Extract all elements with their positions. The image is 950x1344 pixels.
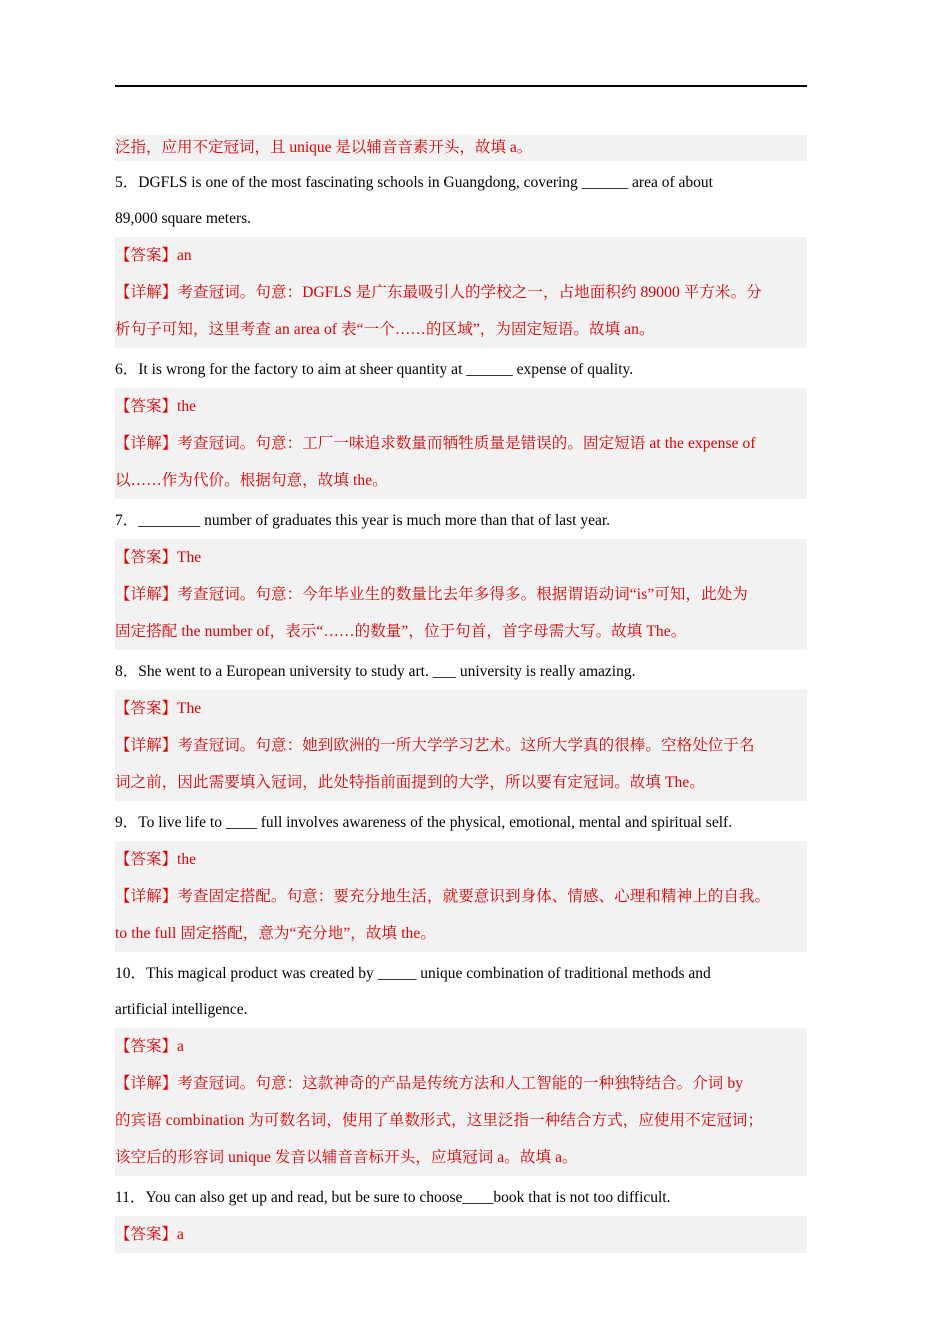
detail-tag: 【详解】 [115,1075,178,1092]
answer-box [115,690,807,801]
answer-box [115,388,807,499]
detail-line [115,274,807,311]
answer-tag: 【答案】 [115,1226,178,1243]
answer-value: the [177,398,196,415]
answer-line [115,237,807,274]
answer-line [115,690,807,727]
detail-line [115,576,807,613]
question-text [115,352,807,388]
detail-text: 的宾语 combination 为可数名词，使用了单数形式，这里泛指一种结合方式，应使用不定冠词； [115,1112,764,1129]
answer-tag: 【答案】 [115,851,178,868]
answer-tag: 【答案】 [115,1038,178,1055]
answer-box [115,237,807,348]
detail-text: 考查冠词。句意：这款神奇的产品是传统方法和人工智能的一种独特结合。介词 by [177,1075,744,1092]
question-number: 10． [115,965,147,982]
question-line: She went to a European university to study art. ___ university is really amazing. [138,663,636,680]
question-line: artificial intelligence. [115,1001,248,1018]
detail-text: 析句子可知，这里考查 an area of 表“一个……的区域”，为固定短语。故填 an。 [115,321,655,338]
explanation-line: 泛指，应用不定冠词，且 unique 是以辅音音素开头，故填 a。 [115,139,533,156]
answer-value: The [177,700,202,717]
detail-line [115,613,807,650]
detail-line [115,727,807,764]
question-number: 7． [115,512,139,529]
detail-text: 考查冠词。句意：工厂一味追求数量而牺牲质量是错误的。固定短语 at the expense of [177,435,756,452]
detail-text: 考查冠词。句意：DGFLS 是广东最吸引人的学校之一，占地面积约 89000 平方米。分 [177,284,762,301]
detail-text: 该空后的形容词 unique 发音以辅音音标开头，应填冠词 a。故填 a。 [115,1149,578,1166]
detail-text: to the full 固定搭配，意为“充分地”，故填 the。 [115,925,436,942]
answer-value: the [177,851,196,868]
header-rule [115,85,807,87]
answer-tag: 【答案】 [115,398,178,415]
question-line: DGFLS is one of the most fascinating schools in Guangdong, covering ______ area of about [138,174,713,191]
answer-tag: 【答案】 [115,549,178,566]
question-text [115,992,807,1028]
question-line: It is wrong for the factory to aim at sheer quantity at ______ expense of quality. [138,361,634,378]
question-line: You can also get up and read, but be sure to choose____book that is not too difficult. [145,1189,671,1206]
detail-tag: 【详解】 [115,737,178,754]
question-text [115,165,807,201]
detail-tag: 【详解】 [115,284,178,301]
question-number: 6． [115,361,139,378]
answer-value: an [177,247,192,264]
answer-tag: 【答案】 [115,700,178,717]
detail-text: 固定搭配 the number of，表示“……的数量”，位于句首，首字母需大写。故填 The。 [115,623,687,640]
question-line: To live life to ____ full involves awareness of the physical, emotional, mental and spiritual self. [138,814,733,831]
answer-line [115,1216,807,1253]
detail-tag: 【详解】 [115,586,178,603]
answer-box [115,841,807,952]
detail-text: 考查冠词。句意：今年毕业生的数量比去年多得多。根据谓语动词“is”可知，此处为 [177,586,748,603]
answer-value: The [177,549,202,566]
detail-line [115,915,807,952]
explanation-fragment [115,135,807,161]
detail-tag: 【详解】 [115,888,178,905]
detail-line [115,764,807,801]
answer-line [115,1028,807,1065]
answer-box [115,539,807,650]
detail-line [115,1065,807,1102]
question-text [115,1180,807,1216]
question-text [115,956,807,992]
document-body [115,135,807,1257]
answer-line [115,539,807,576]
detail-line [115,1102,807,1139]
answer-value: a [177,1226,184,1243]
detail-text: 考查固定搭配。句意：要充分地生活，就要意识到身体、情感、心理和精神上的自我。 [177,888,771,905]
answer-box [115,1216,807,1253]
detail-text: 词之前，因此需要填入冠词，此处特指前面提到的大学，所以要有定冠词。故填 The。 [115,774,705,791]
question-list [115,165,807,1253]
answer-line [115,841,807,878]
detail-line [115,462,807,499]
answer-line [115,388,807,425]
detail-line [115,311,807,348]
question-number: 8． [115,663,139,680]
detail-line [115,878,807,915]
question-text [115,503,807,539]
answer-box [115,1028,807,1176]
question-text [115,805,807,841]
question-line: This magical product was created by _____ unique combination of traditional methods and [146,965,711,982]
detail-text: 考查冠词。句意：她到欧洲的一所大学学习艺术。这所大学真的很棒。空格处位于名 [177,737,755,754]
question-text [115,201,807,237]
detail-line [115,1139,807,1176]
question-number: 11． [115,1189,146,1206]
question-line: 89,000 square meters. [115,210,252,227]
question-line: ________ number of graduates this year is much more than that of last year. [138,512,611,529]
answer-value: a [177,1038,184,1055]
question-number: 5． [115,174,139,191]
detail-line [115,425,807,462]
question-text [115,654,807,690]
detail-tag: 【详解】 [115,435,178,452]
detail-text: 以……作为代价。根据句意，故填 the。 [115,472,388,489]
answer-tag: 【答案】 [115,247,178,264]
question-number: 9． [115,814,139,831]
